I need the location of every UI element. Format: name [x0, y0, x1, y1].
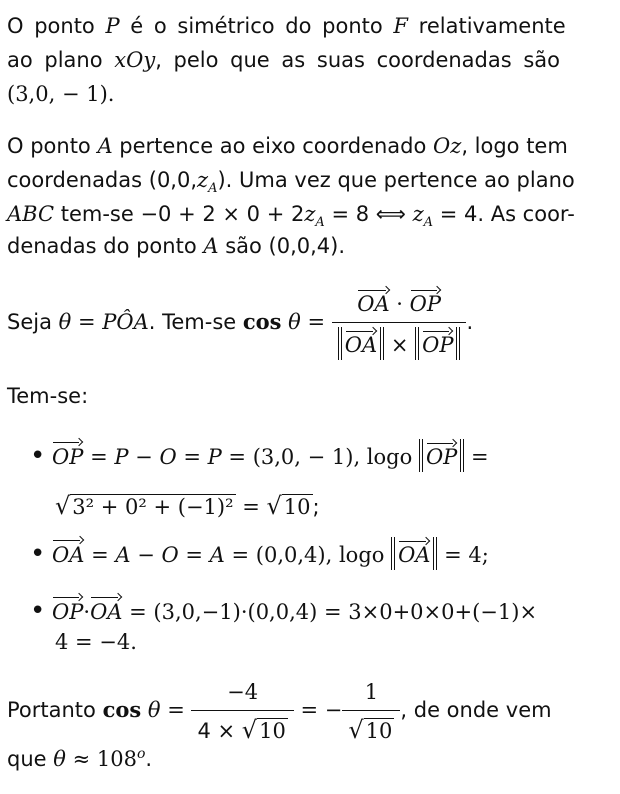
- plane-xOy: xOy: [114, 48, 156, 72]
- fraction-2: $\frac{1}{√10}$: [342, 677, 400, 746]
- bullet-op-cont: √3² + 0² + (−1)² = √10;: [55, 492, 320, 520]
- fraction-1: $\frac{-4}{4 \times √10}$: [191, 677, 293, 746]
- bullet-icon: •: [30, 539, 46, 569]
- var-F: F: [393, 14, 408, 38]
- bullet-oa: • OA = A − O = A = (0,0,4), logo OA = 4;: [30, 536, 489, 571]
- p2-line4: denadas do ponto A são (0,0,4).: [7, 234, 346, 258]
- bullet-icon: •: [30, 441, 46, 471]
- result-line: Portanto cos θ = $\frac{-4}{4 \times √10}$ = − $\frac{1}{√10}$ , de onde vem: [7, 670, 552, 750]
- p2-line2: coordenadas $(0,0,z_A)$. Uma vez que pertence ao plano: [7, 168, 575, 197]
- bullet-icon: •: [30, 596, 46, 626]
- cos-definition: Seja θ = PÔA. Tem-se cos θ = $\frac{OA \cdot OP}{OA \times OP}$ .: [7, 282, 473, 362]
- p2-line1: O ponto A pertence ao eixo coordenado Oz, logo tem: [7, 134, 568, 158]
- result-line-2: que $\theta \approx 108^o$.: [7, 746, 153, 771]
- bullet-dot-cont: 4 = −4.: [55, 630, 137, 654]
- bullet-op: • OP = P − O = P = (3,0, − 1), logo OP =: [30, 438, 489, 473]
- sqrt-icon: √: [266, 492, 282, 520]
- p2-line3: ABC $tem-se -0 + 2 \times 0 + 2z_A = 8$ ⟺ $z_A = 4$. As coor-: [7, 202, 575, 231]
- p1-line2: ao plano xOy, pelo que as suas coordenadas são: [7, 48, 561, 72]
- p1-line3: (3,0, − 1).: [7, 82, 115, 106]
- bullet-dot: • OP·OA = (3,0,−1)·(0,0,4) = 3×0+0×0+(−1)×: [30, 593, 537, 628]
- cos-fraction: $\frac{OA \cdot OP}{OA \times OP}$: [332, 286, 467, 360]
- var-P: P: [105, 14, 120, 38]
- sqrt-icon: √: [55, 492, 71, 520]
- p1-line1: O ponto P é o simétrico do ponto F relativamente: [7, 14, 566, 38]
- tem-se: Tem-se:: [7, 384, 89, 408]
